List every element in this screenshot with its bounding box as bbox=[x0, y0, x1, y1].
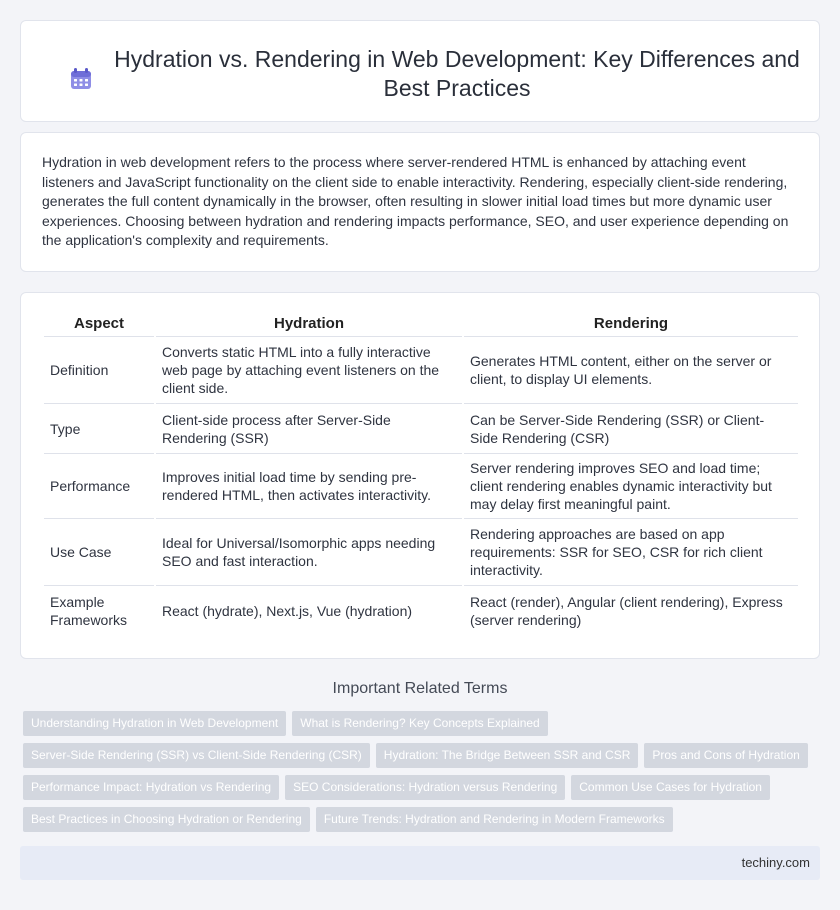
page-title: Hydration vs. Rendering in Web Development: Key Differences and Best Practices bbox=[114, 46, 800, 101]
table-cell: Ideal for Universal/Isomorphic apps needing SEO and fast interaction. bbox=[156, 519, 462, 586]
related-tags-row bbox=[23, 775, 770, 800]
related-tag[interactable]: Pros and Cons of Hydration bbox=[644, 743, 807, 768]
table-cell: React (hydrate), Next.js, Vue (hydration) bbox=[162, 603, 413, 619]
footer-bar bbox=[20, 846, 820, 880]
related-tag[interactable]: Performance Impact: Hydration vs Rendering bbox=[23, 775, 279, 800]
related-tag[interactable]: SEO Considerations: Hydration versus Rendering bbox=[285, 775, 565, 800]
table-row bbox=[44, 337, 798, 404]
related-tag[interactable]: Future Trends: Hydration and Rendering in Modern Frameworks bbox=[316, 807, 673, 832]
table-row bbox=[44, 454, 798, 519]
table-cell: Definition bbox=[44, 337, 154, 404]
related-tag[interactable]: Best Practices in Choosing Hydration or Rendering bbox=[23, 807, 310, 832]
table-row bbox=[44, 519, 798, 586]
footer-site-link[interactable]: techiny.com bbox=[741, 855, 810, 870]
intro-card bbox=[20, 132, 820, 272]
table-cell: Performance bbox=[44, 454, 154, 519]
related-terms-heading: Important Related Terms bbox=[332, 680, 508, 697]
intro-paragraph: Hydration in web development refers to the process where server-rendered HTML is enhanced by attaching event listeners and JavaScript functionality on the client side to enable interactivity. Rendering, especially client-side rendering, generates the full content dynamically in the browser, often resulting in slower initial load times but more dynamic user experiences. Choosing between hydration and rendering impacts performance, SEO, and user experience depending on the application's complexity and requirements. bbox=[42, 154, 789, 248]
header-hydration: Hydration bbox=[156, 311, 462, 337]
header-aspect: Aspect bbox=[44, 311, 154, 337]
related-tag[interactable]: Hydration: The Bridge Between SSR and CSR bbox=[376, 743, 639, 768]
table-cell: Use Case bbox=[44, 519, 154, 586]
table-cell: Converts static HTML into a fully interactive web page by attaching event listeners on the client side. bbox=[156, 337, 462, 404]
related-tags-row bbox=[23, 807, 673, 832]
related-tag[interactable]: Understanding Hydration in Web Development bbox=[23, 711, 286, 736]
table-cell: Improves initial load time by sending pre-rendered HTML, then activates interactivity. bbox=[156, 454, 462, 519]
calendar-icon bbox=[69, 67, 93, 91]
table-header-row bbox=[44, 311, 798, 337]
related-tag[interactable]: What is Rendering? Key Concepts Explained bbox=[292, 711, 547, 736]
table-cell: Type bbox=[44, 404, 154, 454]
related-tag[interactable]: Server-Side Rendering (SSR) vs Client-Side Rendering (CSR) bbox=[23, 743, 370, 768]
table-cell: Generates HTML content, either on the server or client, to display UI elements. bbox=[464, 337, 798, 404]
related-tag[interactable]: Common Use Cases for Hydration bbox=[571, 775, 770, 800]
comparison-table bbox=[42, 311, 800, 636]
related-tags-row bbox=[23, 711, 548, 736]
table-cell: Rendering approaches are based on app requirements: SSR for SEO, CSR for rich client interactivity. bbox=[464, 519, 798, 586]
header-rendering: Rendering bbox=[464, 311, 798, 337]
comparison-card bbox=[20, 292, 820, 659]
table-row bbox=[44, 404, 798, 454]
table-cell: Can be Server-Side Rendering (SSR) or Client-Side Rendering (CSR) bbox=[464, 404, 798, 454]
title-card bbox=[20, 20, 820, 122]
table-row bbox=[44, 586, 798, 636]
table-cell: Example Frameworks bbox=[50, 594, 128, 628]
related-tags-row bbox=[23, 743, 808, 768]
table-cell: Client-side process after Server-Side Rendering (SSR) bbox=[156, 404, 462, 454]
table-cell: Server rendering improves SEO and load time; client rendering enables dynamic interactivity but may delay first meaningful paint. bbox=[464, 454, 798, 519]
table-cell: React (render), Angular (client rendering), Express (server rendering) bbox=[470, 594, 783, 628]
